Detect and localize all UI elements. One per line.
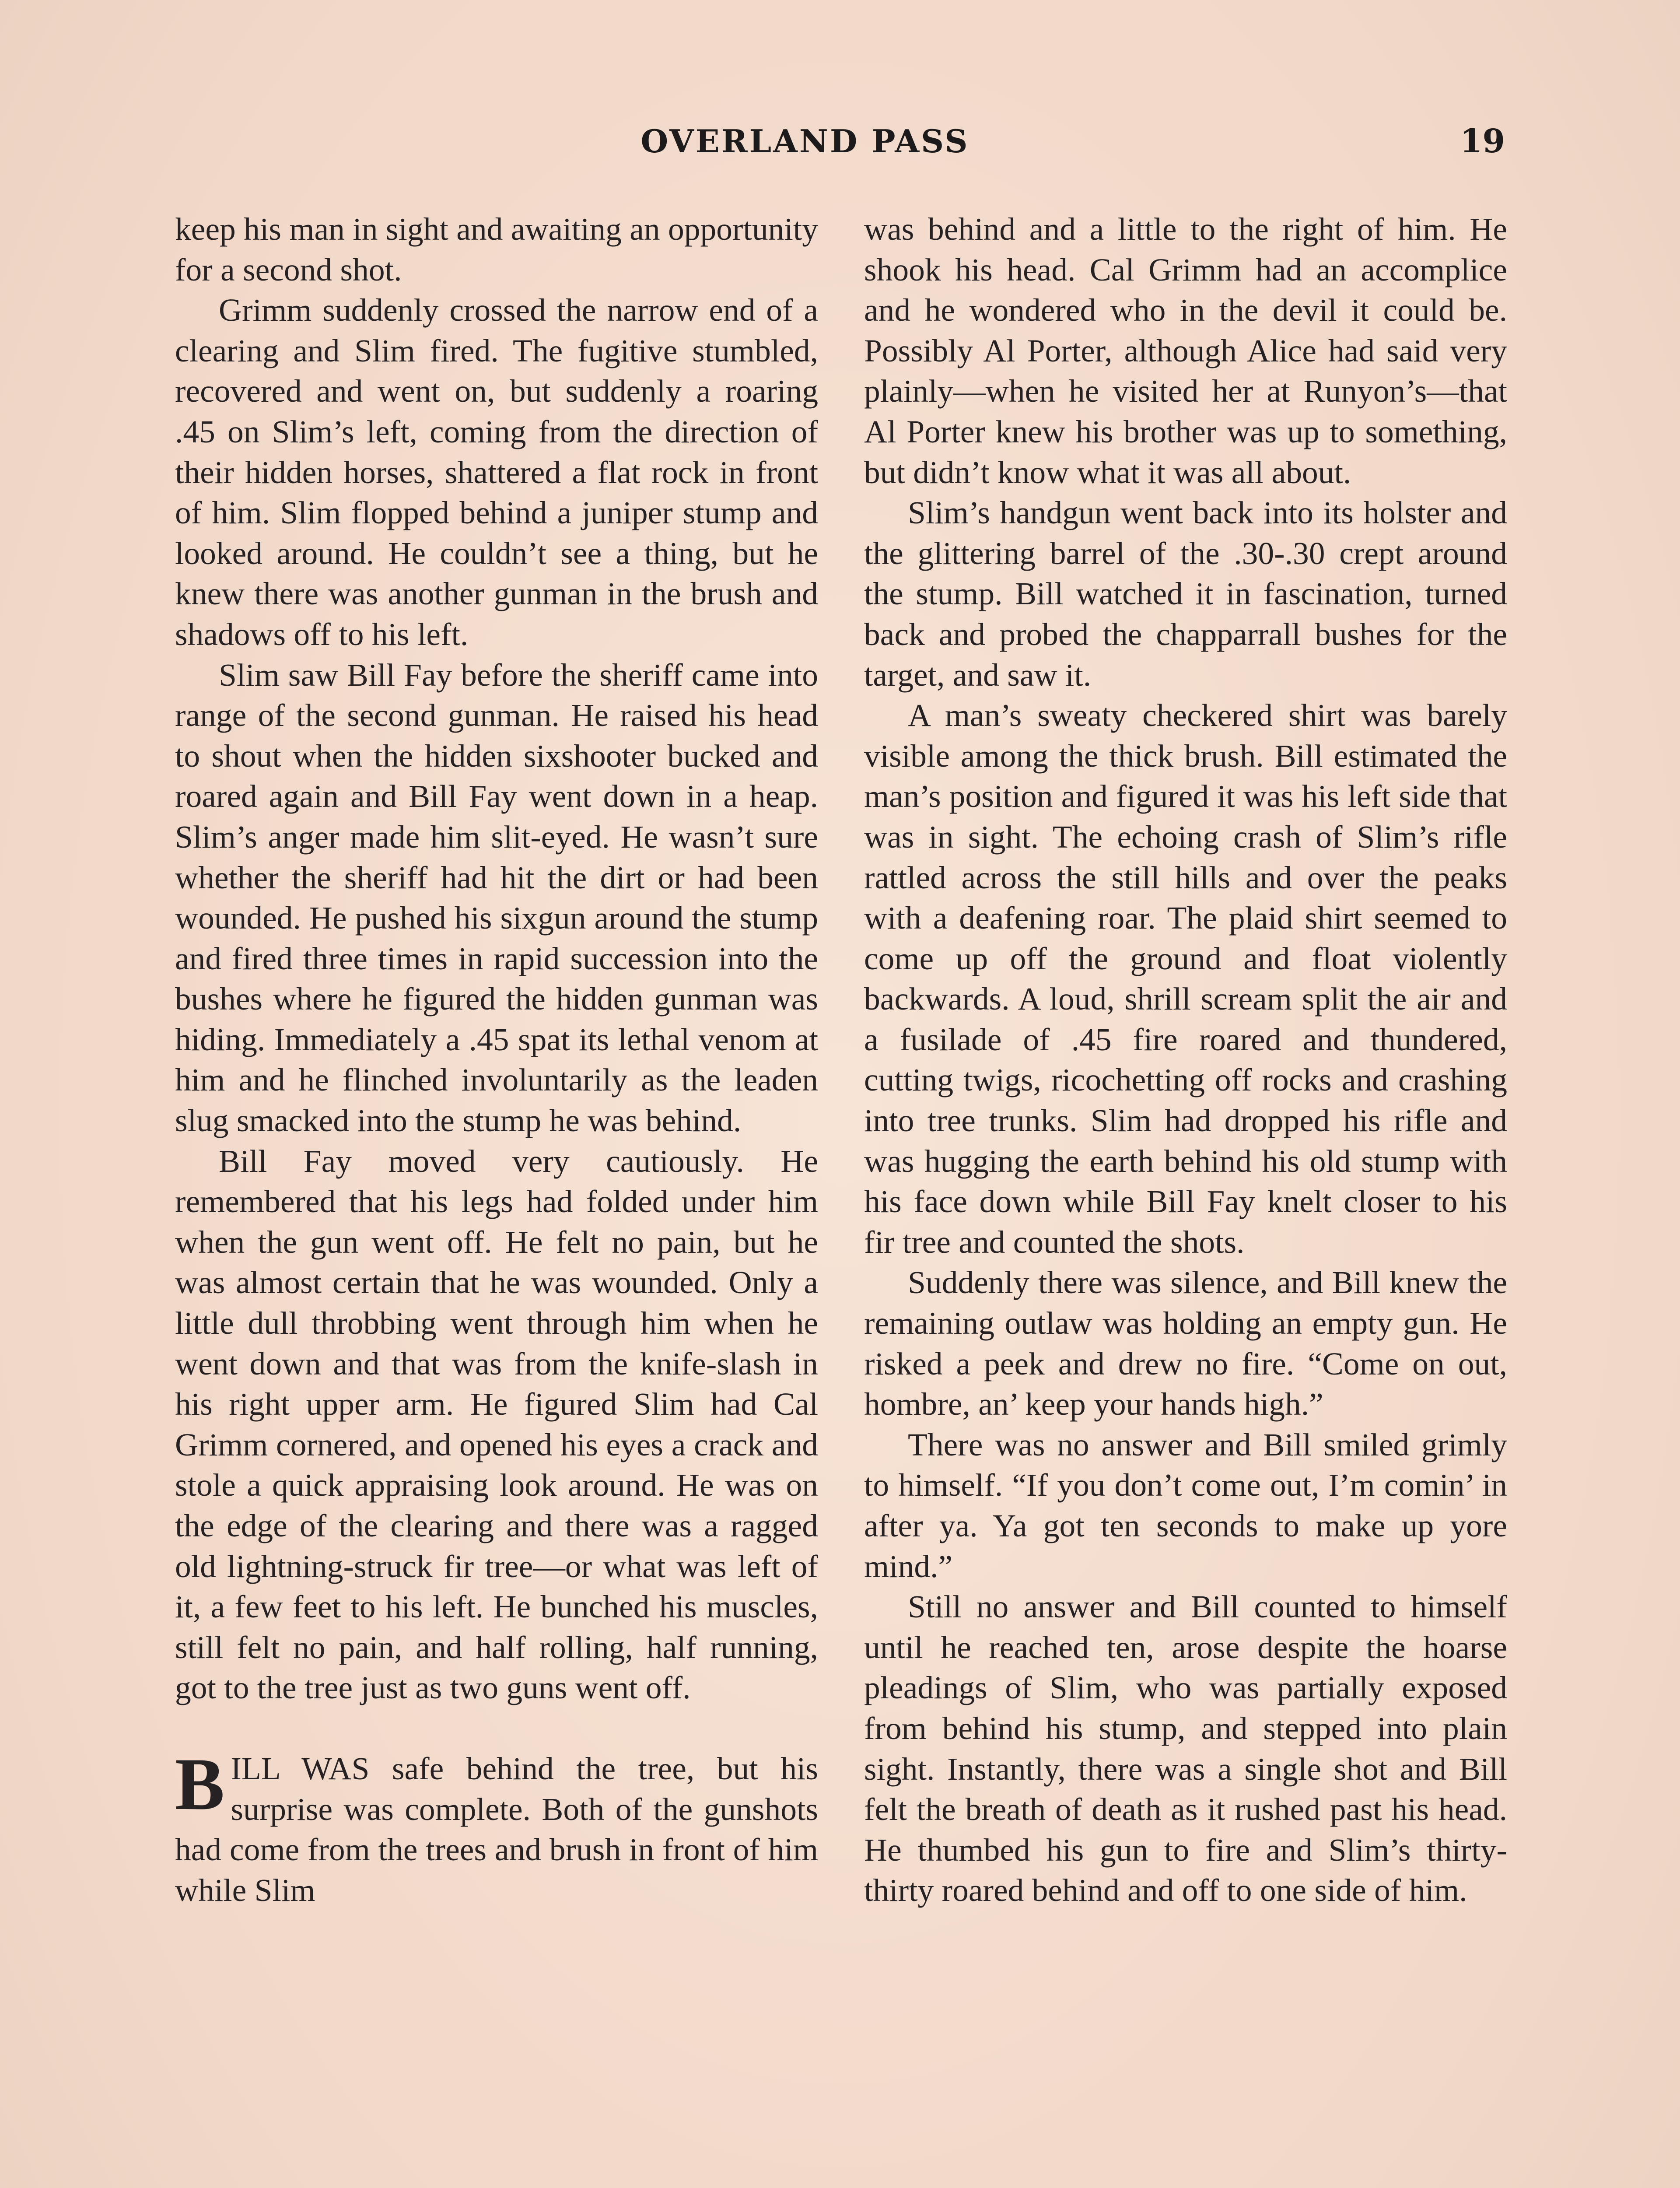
running-head bbox=[0, 123, 1680, 171]
paragraph-text: ILL WAS safe behind the tree, but his surprise was complete. Both of the gunshots had come from the trees and brush in front of him while Slim bbox=[175, 1750, 818, 1908]
page-number: 19 bbox=[1460, 123, 1505, 160]
section-opening-paragraph bbox=[175, 1743, 818, 1911]
paragraph: Bill Fay moved very cautiously. He remembered that his legs had folded under him when the gun went off. He felt no pain, but he was almost certain that he was wounded. Only a little dull throbbing went through him when he went down and that was from the knife-slash in his right upper arm. He figured Slim had Cal Grimm cornered, and opened his eyes a crack and stole a quick appraising look around. He was on the edge of the clearing and there was a ragged old lightning-struck fir tree—or what was left of it, a few feet to his left. He bunched his muscles, still felt no pain, and half rolling, half running, got to the tree just as two guns went off. bbox=[175, 1143, 818, 1706]
paragraph: There was no answer and Bill smiled grimly to himself. “If you don’t come out, I’m comin’ in after ya. Ya got ten seconds to make up yore mind.” bbox=[864, 1427, 1507, 1584]
paragraph: Grimm suddenly crossed the narrow end of a clearing and Slim fired. The fugitive stumbled, recovered and went on, but suddenly a roaring .45 on Slim’s left, coming from the direction of their hidden horses, shattered a flat rock in front of him. Slim flopped behind a juniper stump and looked around. He couldn’t see a thing, but he knew there was another gunman in the brush and shadows off to his left. bbox=[175, 292, 818, 652]
drop-cap: B bbox=[175, 1743, 225, 1825]
paragraph: Still no answer and Bill counted to himself until he reached ten, arose despite the hoarse pleadings of Slim, who was partially exposed from behind his stump, and stepped into plain sight. Instantly, there was a single shot and Bill felt the breath of death as it rushed past his head. He thumbed his gun to fire and Slim’s thirty-thirty roared behind and off to one side of him. bbox=[864, 1589, 1507, 1908]
paragraph: Suddenly there was silence, and Bill knew the remaining outlaw was holding an empty gun. He risked a peek and drew no fire. “Come on out, hombre, an’ keep your hands high.” bbox=[864, 1265, 1507, 1422]
paragraph: Slim’s handgun went back into its holster and the glittering barrel of the .30-.30 crept around the stump. Bill watched it in fascination, turned back and probed the chapparrall bushes for the target, and saw it. bbox=[864, 495, 1507, 693]
running-title: OVERLAND PASS bbox=[640, 123, 970, 160]
right-column bbox=[864, 209, 1507, 1911]
left-column bbox=[175, 209, 818, 1911]
paragraph: A man’s sweaty checkered shirt was barely visible among the thick brush. Bill estimated the man’s position and figured it was his left side that was in sight. The echoing crash of Slim’s rifle rattled across the still hills and over the peaks with a deafening roar. The plaid shirt seemed to come up off the ground and float violently backwards. A loud, shrill scream split the air and a fusilade of .45 fire roared and thundered, cutting twigs, ricochetting off rocks and crashing into tree trunks. Slim had dropped his rifle and was hugging the earth behind his old stump with his face down while Bill Fay knelt closer to his fir tree and counted the shots. bbox=[864, 698, 1507, 1260]
paragraph: was behind and a little to the right of him. He shook his head. Cal Grimm had an accomplice and he wondered who in the devil it could be. Possibly Al Porter, although Alice had said very plainly—when he visited her at Runyon’s—that Al Porter knew his brother was up to something, but didn’t know what it was all about. bbox=[864, 211, 1507, 490]
paragraph: keep his man in sight and awaiting an opportunity for a second shot. bbox=[175, 211, 818, 288]
paragraph: Slim saw Bill Fay before the sheriff came into range of the second gunman. He raised his head to shout when the hidden sixshooter bucked and roared again and Bill Fay went down in a heap. Slim’s anger made him slit-eyed. He wasn’t sure whether the sheriff had hit the dirt or had been wounded. He pushed his sixgun around the stump and fired three times in rapid succession into the bushes where he figured the hidden gunman was hiding. Immediately a .45 spat its lethal venom at him and he flinched involuntarily as the leaden slug smacked into the stump he was behind. bbox=[175, 657, 818, 1139]
